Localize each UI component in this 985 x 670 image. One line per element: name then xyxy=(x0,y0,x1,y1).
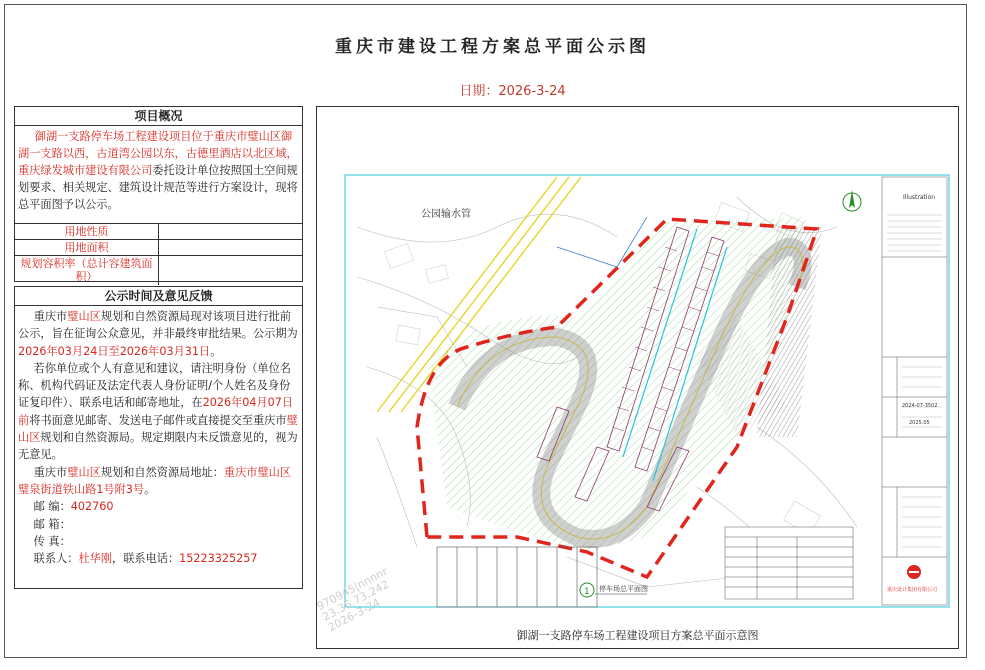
notice-p2-c: 将书面意见邮寄、发送电子邮件或直接提交至重庆市 xyxy=(29,413,287,427)
indicator-table xyxy=(725,527,853,599)
company-logo-icon xyxy=(907,565,921,579)
notice-p2-e: 规划和自然资源局。规定期限内未反馈意见的，视为无意见。 xyxy=(18,431,298,462)
notice-paragraph-1 xyxy=(18,308,299,360)
contact-line xyxy=(18,550,299,567)
overview-heading: 项目概况 xyxy=(15,107,302,126)
title-block-heading: Illustration xyxy=(903,194,936,201)
notice-panel xyxy=(14,286,303,589)
postcode-label: 邮 编： xyxy=(33,500,71,514)
site-plan-drawing xyxy=(314,107,958,648)
title-block xyxy=(882,177,947,605)
phone-value: 15223325257 xyxy=(179,552,258,566)
watermark-1: 970945|nnnnr 23.36.73.242 2026-3-24 xyxy=(314,564,392,635)
email-label: 邮 箱： xyxy=(33,517,71,531)
notice-p3-c: 规划和自然资源局地址： xyxy=(100,465,224,479)
row-land-area-label: 用地面积 xyxy=(15,240,159,256)
drawing-number: 1 xyxy=(584,587,590,597)
contact-label: 联系人： xyxy=(33,552,79,566)
bureau-address: 重庆市璧山区璧泉街道铁山路1号附3号 xyxy=(18,465,292,496)
phone-label: ，联系电话： xyxy=(112,552,180,566)
postcode-line xyxy=(18,498,299,515)
notice-heading: 公示时间及意见反馈 xyxy=(15,287,302,306)
row-land-use-label: 用地性质 xyxy=(15,224,159,240)
row-plot-ratio xyxy=(15,255,302,284)
overview-description xyxy=(15,126,302,226)
notice-p3-a: 重庆市 xyxy=(33,465,68,479)
project-overview-table xyxy=(14,106,303,282)
overview-desc-b: 重庆市璧山区御湖一支路以西，古道湾公园以东，古德里酒店以北区域，重庆绿发城市建设有限公司 xyxy=(18,130,298,177)
notice-p1-e: 。 xyxy=(210,344,222,358)
label-park-pipe: 公园输水管 xyxy=(421,209,471,220)
page-title: 重庆市建设工程方案总平面公示图 xyxy=(335,37,650,57)
drawing-label-text: 停车场总平面图 xyxy=(599,585,648,593)
overview-desc-c: 委托设计单位按照国土空间规划要求、相关规定、建筑设计规范等进行方案设计，现将总平面图予以公示。 xyxy=(18,164,298,211)
notice-p1-a: 重庆市 xyxy=(33,310,68,323)
notice-period: 2026年03月24日至2026年03月31日 xyxy=(18,344,211,358)
row-land-use xyxy=(15,223,302,240)
postcode-value: 402760 xyxy=(70,500,114,514)
notice-p2-a: 若你单位或个人有意见和建议，请注明身份（单位名称、机构代码证及法定代表人身份证明/个人姓名及身份证复印件）、联系电话和邮寄地址，在 xyxy=(18,361,291,410)
row-plot-ratio-label: 规划容积率（总计容建筑面积） xyxy=(15,256,159,285)
notice-paragraph-2 xyxy=(18,360,299,464)
site-plan-frame xyxy=(316,106,959,649)
title-block-version: 2025.05 xyxy=(909,420,930,426)
fax-line xyxy=(18,533,299,550)
north-arrow-icon xyxy=(843,190,861,211)
site-plan-caption: 御湖一支路停车场工程建设项目方案总平面示意图 xyxy=(516,629,759,642)
notice-p2-district: 璧山区 xyxy=(18,413,298,445)
title-block-company: 重庆设计集团有限公司 xyxy=(887,587,938,593)
email-line xyxy=(18,516,299,533)
contact-name: 杜华刚 xyxy=(78,552,113,566)
fax-label: 传 真： xyxy=(33,534,71,548)
notice-paragraph-3 xyxy=(18,464,299,499)
notice-deadline: 2026年04月07日前 xyxy=(18,396,294,427)
overview-desc-a: 御湖一支路停车场工程建设项目位于 xyxy=(34,130,214,143)
publish-date: 日期：2026-3-24 xyxy=(459,84,566,99)
notice-p1-c: 规划和自然资源局现对该项目进行批前公示，旨在征询公众意见，并非最终审批结果。公示期为 xyxy=(18,310,298,341)
notice-p3-district: 璧山区 xyxy=(67,465,101,479)
row-land-area xyxy=(15,239,302,256)
drawing-label xyxy=(580,583,648,597)
notice-p1-district: 璧山区 xyxy=(67,310,101,323)
title-block-drawing-no: 2024-07-3502 xyxy=(902,403,938,409)
south-buildings xyxy=(437,547,597,607)
notice-p3-e: 。 xyxy=(144,482,156,496)
